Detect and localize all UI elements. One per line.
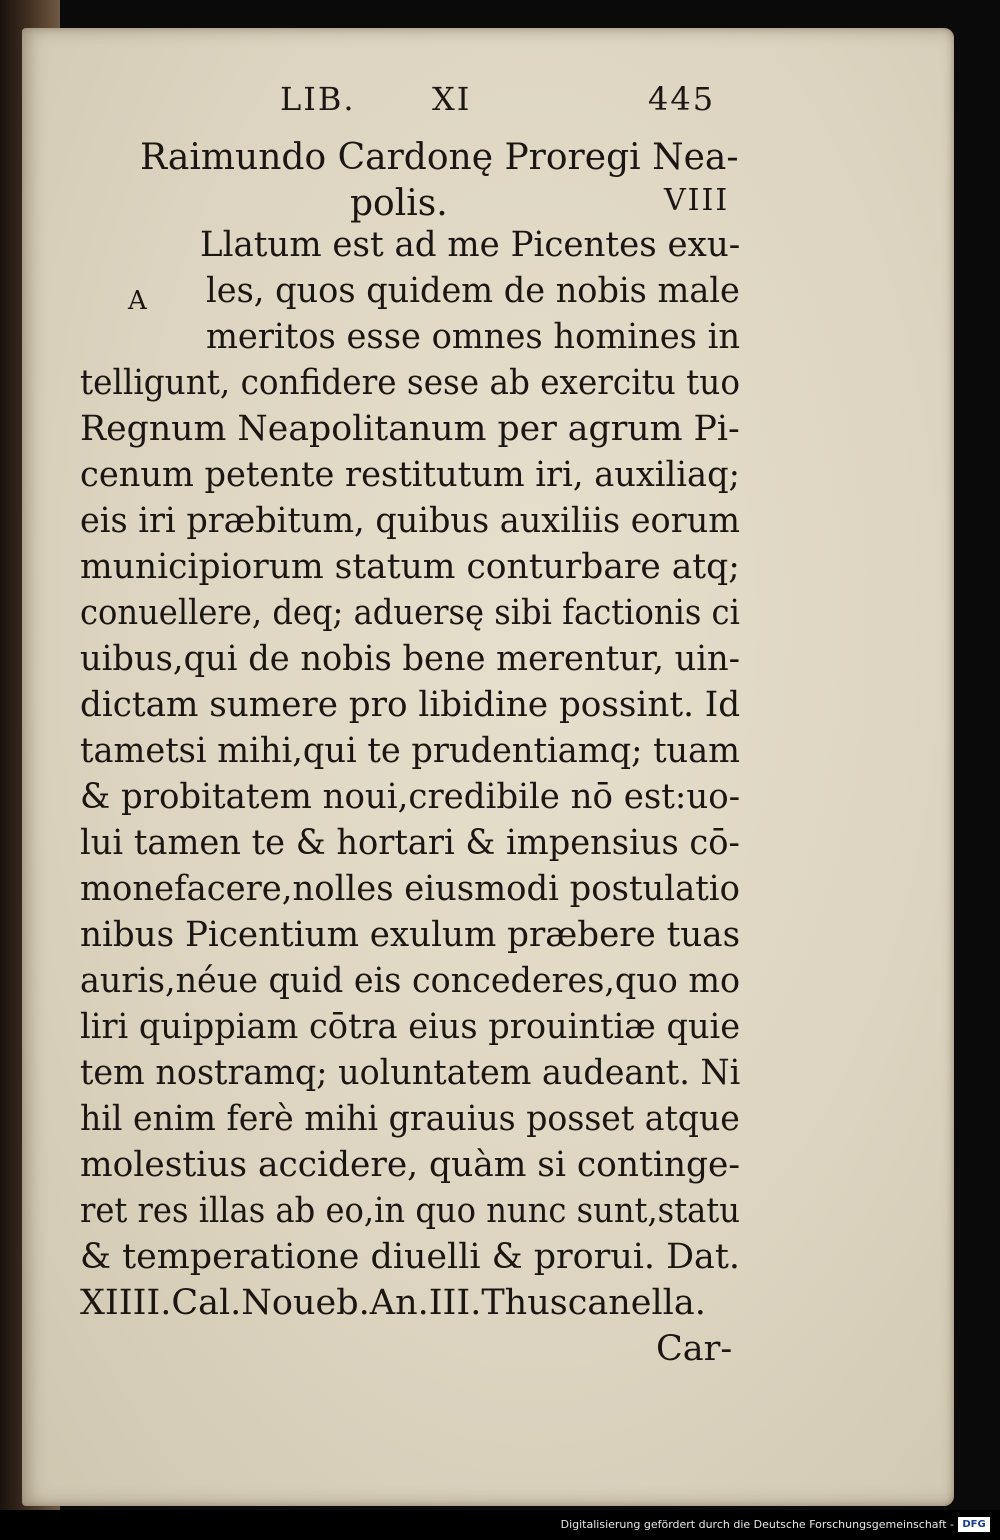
funding-credit: Digitalisierung gefördert durch die Deutsche Forschungsgemeinschaft - xyxy=(560,1518,954,1531)
body-line: telligunt, confidere sese ab exercitu tuo xyxy=(80,363,740,403)
running-head-lib: LIB. xyxy=(280,80,356,118)
dfg-logo: DFG xyxy=(958,1517,990,1532)
page-number: 445 xyxy=(648,80,716,118)
body-line: & probitatem noui,credibile nō est:uo- xyxy=(80,777,741,817)
catchword: Car- xyxy=(656,1329,733,1369)
body-line: tem nostramq; uoluntatem audeant. Ni xyxy=(80,1053,741,1093)
letter-number: VIII xyxy=(664,183,730,218)
body-line: ret res illas ab eo,in quo nunc sunt,statu xyxy=(80,1191,740,1231)
body-line: monefacere,nolles eiusmodi postulatio xyxy=(80,869,740,909)
body-line: hil enim ferè mihi grauius posset atque xyxy=(80,1099,740,1139)
body-line: & temperatione diuelli & prorui. Dat. xyxy=(80,1237,740,1277)
body-line: XIIII.Cal.Noueb.An.III.Thuscanella. xyxy=(80,1283,706,1323)
body-line: municipiorum statum conturbare atq; xyxy=(80,547,740,587)
body-line: eis iri præbitum, quibus auxiliis eorum xyxy=(80,501,740,541)
body-line: Regnum Neapolitanum per agrum Pi- xyxy=(80,409,740,449)
body-line: dictam sumere pro libidine possint. Id xyxy=(80,685,741,725)
body-line: meritos esse omnes homines in xyxy=(206,317,741,357)
body-line: conuellere, deq; aduersę sibi factionis ci xyxy=(80,593,740,633)
heading-line-2: polis. xyxy=(350,183,448,224)
body-line: tametsi mihi,qui te prudentiamq; tuam xyxy=(80,731,741,771)
body-line: liri quippiam cōtra eius prouintiæ quie xyxy=(80,1007,741,1047)
running-head-book-number: XI xyxy=(432,80,472,118)
body-line: auris,néue quid eis concederes,quo mo xyxy=(80,961,741,1001)
body-line: nibus Picentium exulum præbere tuas xyxy=(80,915,741,955)
body-line: uibus,qui de nobis bene merentur, uin- xyxy=(80,639,741,679)
body-line: cenum petente restitutum iri, auxiliaq; xyxy=(80,455,740,495)
digitization-footer xyxy=(0,1510,1000,1540)
body-line: les, quos quidem de nobis male xyxy=(206,271,740,311)
heading-line-1: Raimundo Cardonę Proregi Nea- xyxy=(140,137,739,178)
body-line: Llatum est ad me Picentes exu- xyxy=(200,225,741,265)
body-line: molestius accidere, quàm si continge- xyxy=(80,1145,741,1185)
marginal-letter: A xyxy=(128,286,147,316)
body-line: lui tamen te & hortari & impensius cō- xyxy=(80,823,740,863)
